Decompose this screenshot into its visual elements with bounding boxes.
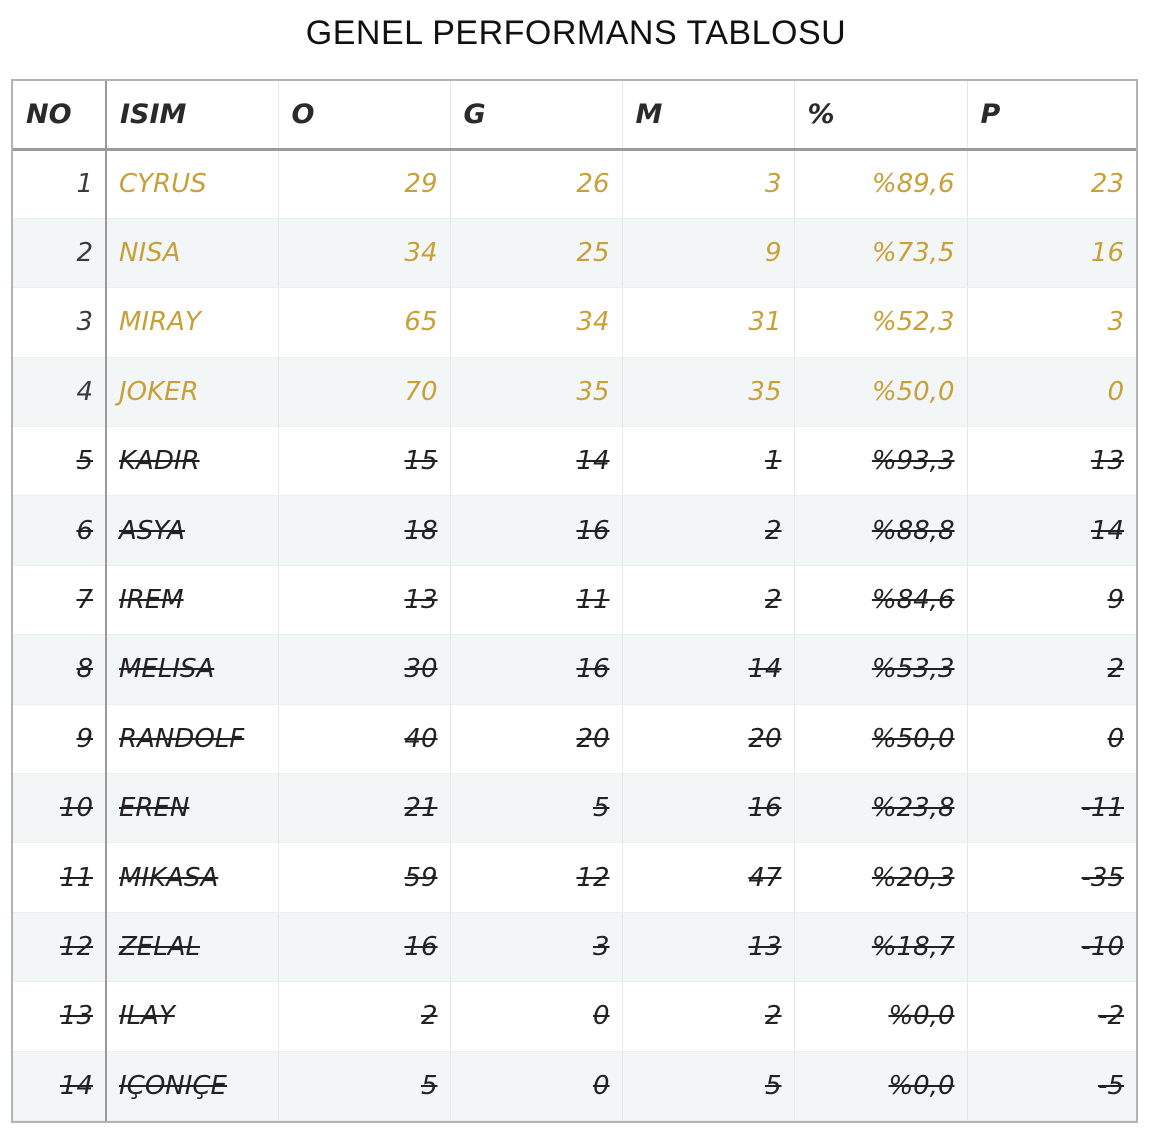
cell-m: 16 [622, 774, 794, 843]
cell-no: 3 [13, 288, 106, 357]
cell-no: 5 [13, 427, 106, 496]
cell-m: 2 [622, 496, 794, 565]
cell-no: 10 [13, 774, 106, 843]
cell-o: 5 [278, 1051, 450, 1120]
cell-g: 35 [450, 357, 622, 426]
cell-o: 34 [278, 218, 450, 287]
cell-name: ILAY [106, 982, 278, 1051]
cell-g: 3 [450, 912, 622, 981]
cell-name: RANDOLF [106, 704, 278, 773]
cell-m: 1 [622, 427, 794, 496]
column-header-name: ISIM [106, 81, 278, 149]
column-header-g: G [450, 81, 622, 149]
cell-name: NISA [106, 218, 278, 287]
cell-percent: %0,0 [794, 982, 967, 1051]
page-title: GENEL PERFORMANS TABLOSU [305, 14, 847, 52]
cell-no: 14 [13, 1051, 106, 1120]
cell-percent: %23,8 [794, 774, 967, 843]
cell-g: 16 [450, 496, 622, 565]
cell-no: 11 [13, 843, 106, 912]
table-row [13, 288, 1136, 357]
cell-g: 16 [450, 635, 622, 704]
cell-name: ASYA [106, 496, 278, 565]
cell-o: 2 [278, 982, 450, 1051]
cell-no: 12 [13, 912, 106, 981]
cell-o: 16 [278, 912, 450, 981]
cell-m: 9 [622, 218, 794, 287]
table-header [13, 81, 1136, 149]
cell-g: 14 [450, 427, 622, 496]
table-row [13, 912, 1136, 981]
cell-p: 13 [967, 427, 1136, 496]
cell-g: 25 [450, 218, 622, 287]
table-row [13, 149, 1136, 218]
cell-o: 29 [278, 149, 450, 218]
table-row [13, 496, 1136, 565]
cell-percent: %50,0 [794, 704, 967, 773]
table-row [13, 635, 1136, 704]
cell-p: -2 [967, 982, 1136, 1051]
cell-name: KADIR [106, 427, 278, 496]
cell-m: 31 [622, 288, 794, 357]
cell-g: 0 [450, 982, 622, 1051]
cell-percent: %88,8 [794, 496, 967, 565]
cell-name: MIRAY [106, 288, 278, 357]
cell-name: IREM [106, 565, 278, 634]
column-header-m: M [622, 81, 794, 149]
cell-percent: %73,5 [794, 218, 967, 287]
cell-no: 13 [13, 982, 106, 1051]
cell-g: 5 [450, 774, 622, 843]
cell-percent: %93,3 [794, 427, 967, 496]
cell-percent: %20,3 [794, 843, 967, 912]
table-row [13, 982, 1136, 1051]
table-row [13, 357, 1136, 426]
cell-g: 11 [450, 565, 622, 634]
cell-p: 0 [967, 357, 1136, 426]
cell-name: MIKASA [106, 843, 278, 912]
performance-table-container [11, 79, 1138, 1123]
cell-o: 59 [278, 843, 450, 912]
cell-m: 20 [622, 704, 794, 773]
cell-m: 2 [622, 982, 794, 1051]
performance-table [13, 81, 1136, 1121]
cell-no: 2 [13, 218, 106, 287]
cell-o: 65 [278, 288, 450, 357]
table-row [13, 565, 1136, 634]
cell-name: EREN [106, 774, 278, 843]
cell-o: 40 [278, 704, 450, 773]
column-header-o: O [278, 81, 450, 149]
header-row [13, 81, 1136, 149]
cell-percent: %52,3 [794, 288, 967, 357]
table-body [13, 149, 1136, 1120]
table-row [13, 704, 1136, 773]
cell-g: 0 [450, 1051, 622, 1120]
cell-p: 0 [967, 704, 1136, 773]
cell-no: 7 [13, 565, 106, 634]
cell-p: 2 [967, 635, 1136, 704]
cell-percent: %50,0 [794, 357, 967, 426]
cell-no: 8 [13, 635, 106, 704]
cell-o: 70 [278, 357, 450, 426]
cell-percent: %84,6 [794, 565, 967, 634]
cell-p: 9 [967, 565, 1136, 634]
cell-o: 30 [278, 635, 450, 704]
cell-percent: %53,3 [794, 635, 967, 704]
cell-p: 3 [967, 288, 1136, 357]
cell-m: 3 [622, 149, 794, 218]
cell-p: 23 [967, 149, 1136, 218]
cell-p: -10 [967, 912, 1136, 981]
cell-name: MELISA [106, 635, 278, 704]
cell-g: 26 [450, 149, 622, 218]
table-row [13, 1051, 1136, 1120]
cell-g: 20 [450, 704, 622, 773]
table-row [13, 427, 1136, 496]
cell-o: 13 [278, 565, 450, 634]
cell-m: 2 [622, 565, 794, 634]
cell-no: 9 [13, 704, 106, 773]
cell-m: 5 [622, 1051, 794, 1120]
cell-m: 35 [622, 357, 794, 426]
cell-o: 18 [278, 496, 450, 565]
cell-m: 13 [622, 912, 794, 981]
table-row [13, 218, 1136, 287]
cell-name: IÇONIÇE [106, 1051, 278, 1120]
cell-g: 34 [450, 288, 622, 357]
cell-percent: %18,7 [794, 912, 967, 981]
cell-p: 14 [967, 496, 1136, 565]
column-header-no: NO [13, 81, 106, 149]
cell-m: 47 [622, 843, 794, 912]
cell-p: -11 [967, 774, 1136, 843]
cell-no: 1 [13, 149, 106, 218]
cell-percent: %0,0 [794, 1051, 967, 1120]
cell-name: CYRUS [106, 149, 278, 218]
cell-p: -5 [967, 1051, 1136, 1120]
cell-g: 12 [450, 843, 622, 912]
cell-o: 21 [278, 774, 450, 843]
cell-o: 15 [278, 427, 450, 496]
cell-no: 6 [13, 496, 106, 565]
cell-m: 14 [622, 635, 794, 704]
cell-p: -35 [967, 843, 1136, 912]
cell-percent: %89,6 [794, 149, 967, 218]
cell-p: 16 [967, 218, 1136, 287]
cell-name: JOKER [106, 357, 278, 426]
table-row [13, 843, 1136, 912]
cell-name: ZELAL [106, 912, 278, 981]
cell-no: 4 [13, 357, 106, 426]
column-header-percent: % [794, 81, 967, 149]
column-header-p: P [967, 81, 1136, 149]
table-row [13, 774, 1136, 843]
